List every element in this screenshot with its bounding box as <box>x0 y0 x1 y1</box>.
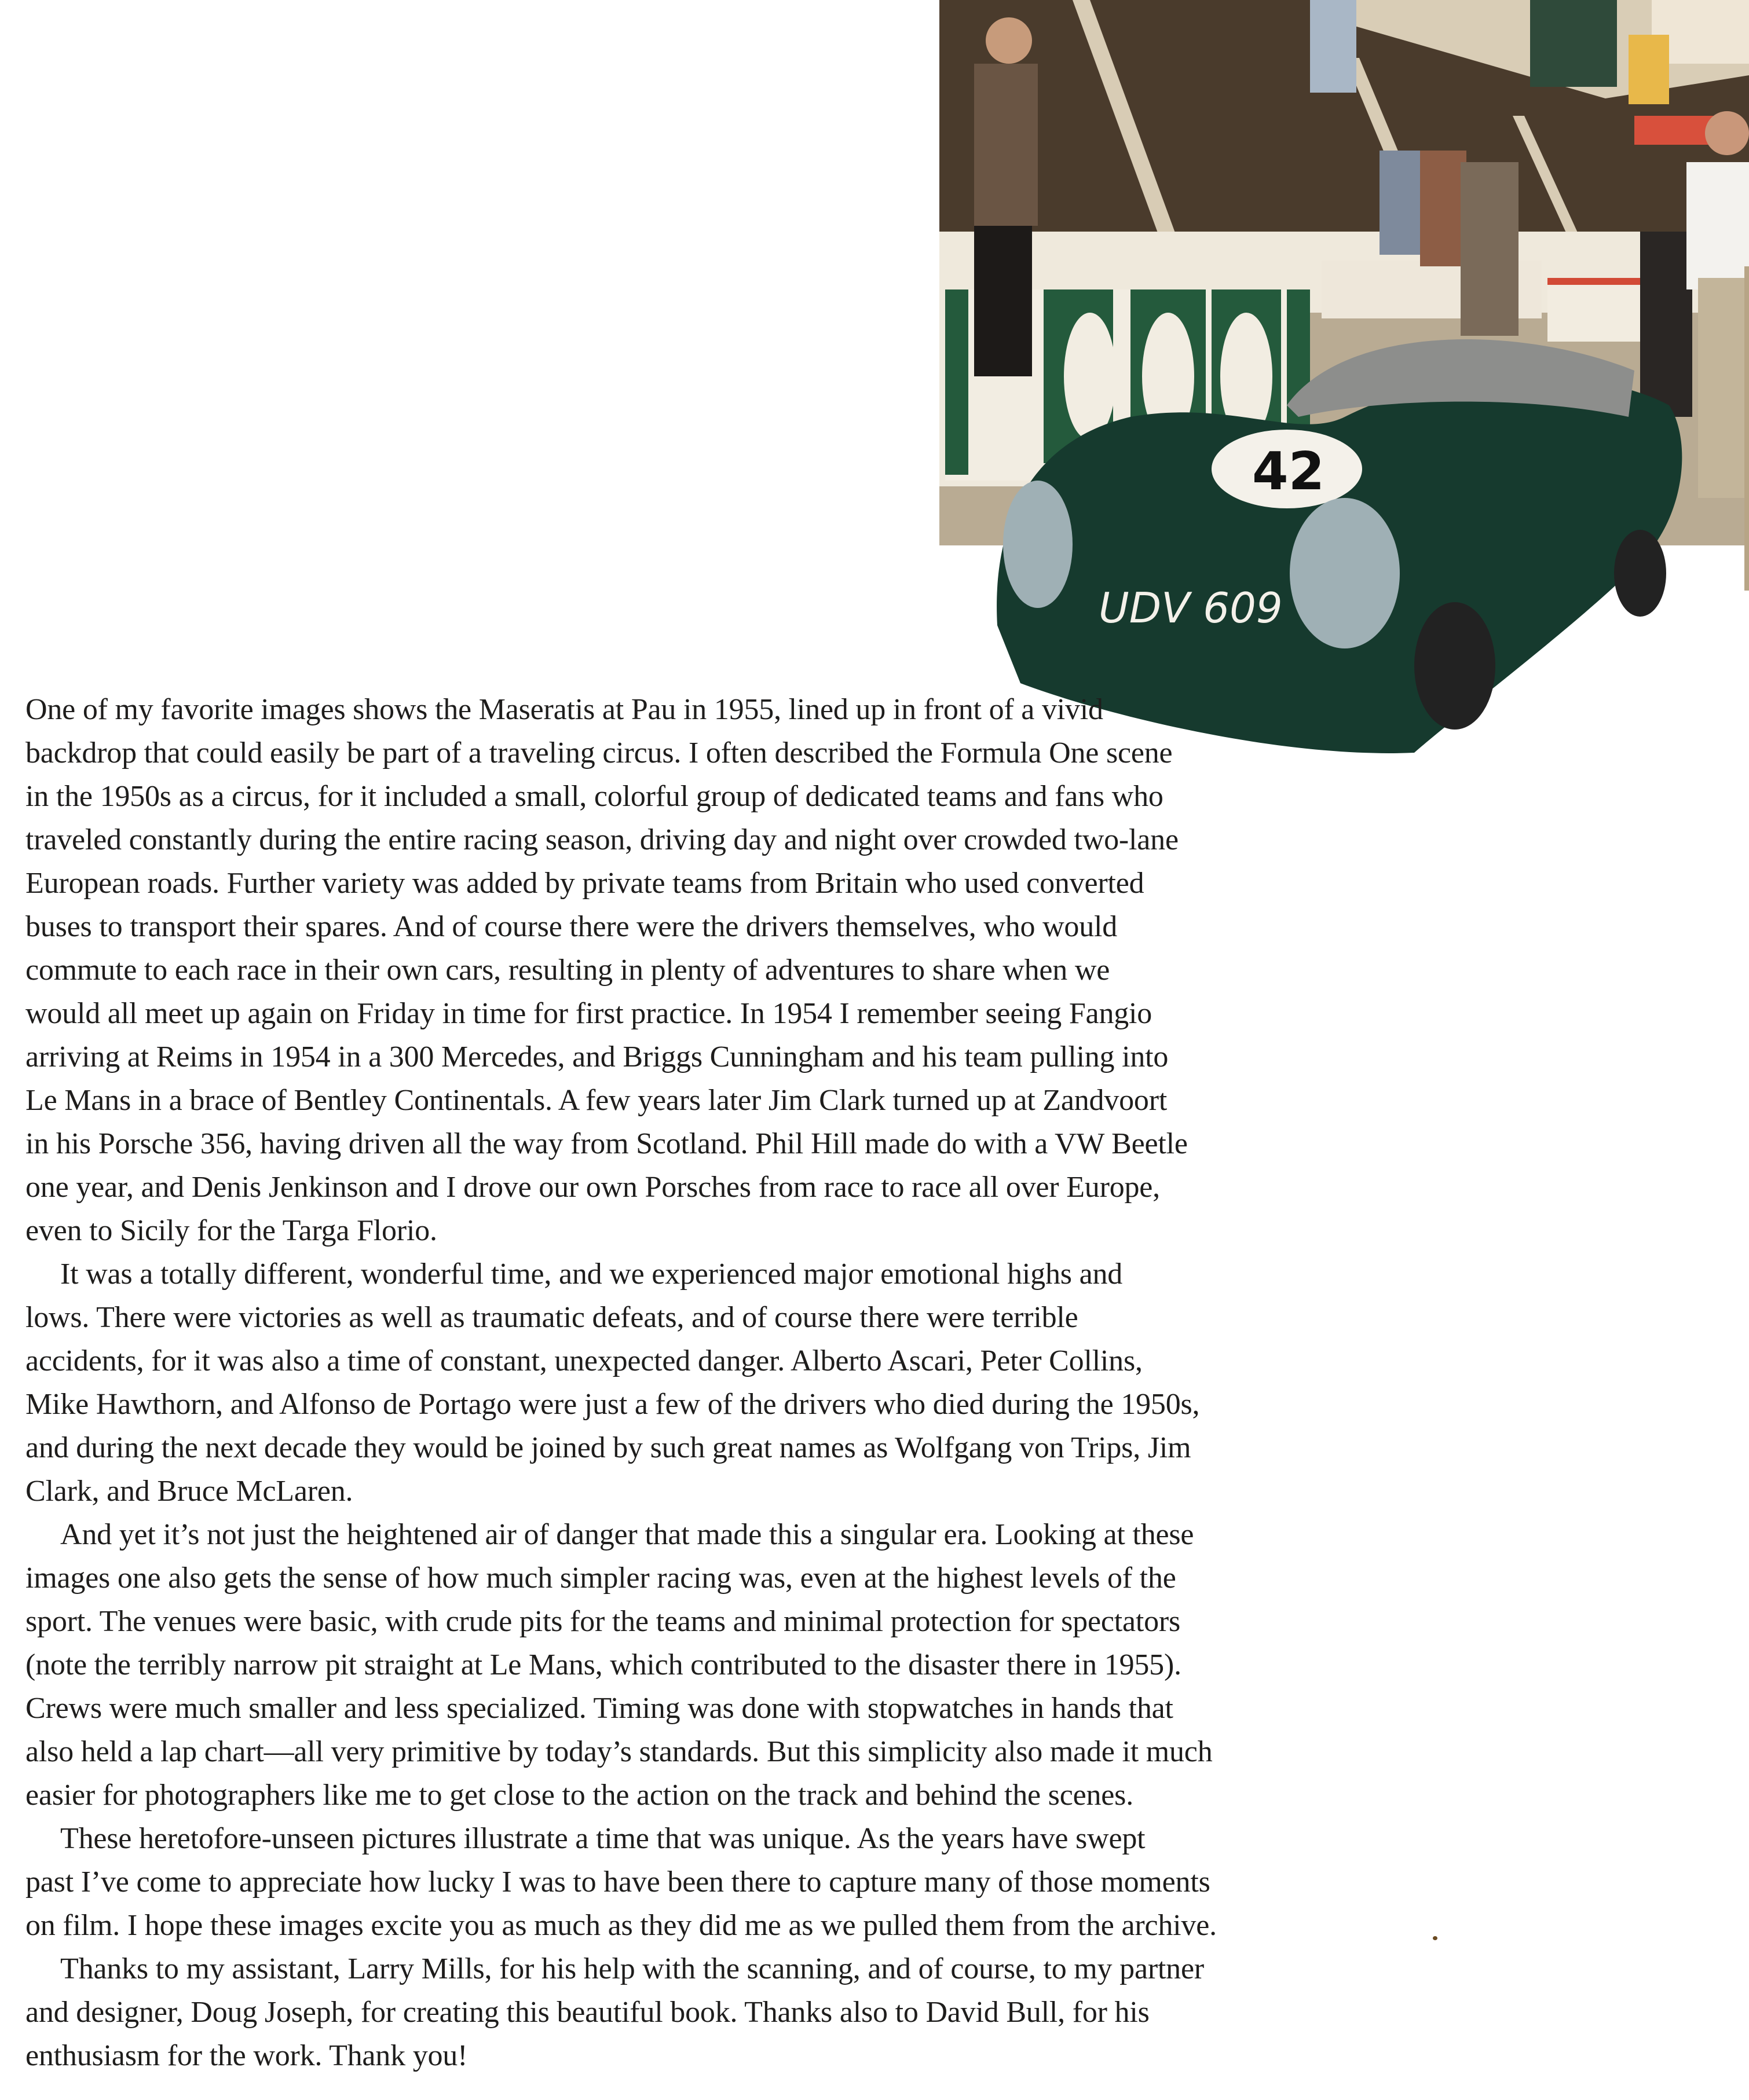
text-line: (note the terribly narrow pit straight at Le Mans, which contributed to the disaster there in 1955). <box>25 1648 1181 1681</box>
text-line: accidents, for it was also a time of constant, unexpected danger. Alberto Ascari, Peter Collins, <box>25 1344 1143 1377</box>
paragraph-3 <box>25 1513 1358 1817</box>
text-line: lows. There were victories as well as traumatic defeats, and of course there were terrible <box>25 1301 1078 1334</box>
text-line: easier for photographers like me to get close to the action on the track and behind the scenes. <box>25 1779 1133 1812</box>
svg-text:42: 42 <box>1252 441 1325 502</box>
text-line: buses to transport their spares. And of course there were the drivers themselves, who would <box>25 910 1118 943</box>
text-line: and during the next decade they would be joined by such great names as Wolfgang von Trips, Jim <box>25 1431 1191 1464</box>
text-line: Le Mans in a brace of Bentley Continentals. A few years later Jim Clark turned up at Zandvoort <box>25 1084 1168 1117</box>
text-line: sport. The venues were basic, with crude pits for the teams and minimal protection for spectators <box>25 1605 1181 1638</box>
text-line: even to Sicily for the Targa Florio. <box>25 1214 437 1247</box>
text-line: images one also gets the sense of how much simpler racing was, even at the highest levels of the <box>25 1562 1176 1595</box>
text-line: on film. I hope these images excite you as much as they did me as we pulled them from the archive. <box>25 1909 1217 1942</box>
body-text <box>25 688 1358 2077</box>
text-line: traveled constantly during the entire racing season, driving day and night over crowded two-lane <box>25 823 1179 856</box>
photo-lotus-race-car <box>939 0 1749 632</box>
text-line: These heretofore-unseen pictures illustrate a time that was unique. As the years have swept <box>60 1822 1146 1855</box>
text-line: in the 1950s as a circus, for it included a small, colorful group of dedicated teams and fans who <box>25 780 1163 813</box>
text-line: one year, and Denis Jenkinson and I drove our own Porsches from race to race all over Europe, <box>25 1171 1160 1204</box>
paragraph-1 <box>25 688 1358 1252</box>
race-car-photo-illustration <box>939 0 1749 632</box>
text-line: Thanks to my assistant, Larry Mills, for his help with the scanning, and of course, to my partner <box>60 1952 1204 1985</box>
text-line: commute to each race in their own cars, resulting in plenty of adventures to share when we <box>25 954 1110 987</box>
text-line: enthusiasm for the work. Thank you! <box>25 2039 468 2072</box>
text-line: European roads. Further variety was added by private teams from Britain who used converted <box>25 867 1144 900</box>
text-line: also held a lap chart—all very primitive by today’s standards. But this simplicity also made it much <box>25 1735 1213 1768</box>
scan-speck <box>1433 1936 1437 1940</box>
text-line: in his Porsche 356, having driven all the way from Scotland. Phil Hill made do with a VW Beetle <box>25 1127 1188 1160</box>
text-line: and designer, Doug Joseph, for creating this beautiful book. Thanks also to David Bull, for his <box>25 1996 1150 2029</box>
paragraph-5 <box>25 1947 1358 2077</box>
text-line: arriving at Reims in 1954 in a 300 Mercedes, and Briggs Cunningham and his team pulling into <box>25 1040 1169 1073</box>
text-line: would all meet up again on Friday in time for first practice. In 1954 I remember seeing Fangio <box>25 997 1152 1030</box>
text-line: One of my favorite images shows the Maseratis at Pau in 1955, lined up in front of a vivid <box>25 693 1103 726</box>
text-line: Crews were much smaller and less specialized. Timing was done with stopwatches in hands that <box>25 1692 1173 1725</box>
text-line: backdrop that could easily be part of a traveling circus. I often described the Formula One scene <box>25 736 1173 769</box>
paragraph-2 <box>25 1252 1358 1513</box>
text-line: It was a totally different, wonderful time, and we experienced major emotional highs and <box>60 1258 1123 1291</box>
svg-text:UDV 609: UDV 609 <box>1099 584 1283 632</box>
text-line: past I’ve come to appreciate how lucky I was to have been there to capture many of those moments <box>25 1866 1210 1899</box>
text-line: Mike Hawthorn, and Alfonso de Portago were just a few of the drivers who died during the 1950s, <box>25 1388 1200 1421</box>
paragraph-4 <box>25 1817 1358 1947</box>
text-line: And yet it’s not just the heightened air of danger that made this a singular era. Looking at these <box>60 1518 1194 1551</box>
text-line: Clark, and Bruce McLaren. <box>25 1475 353 1508</box>
